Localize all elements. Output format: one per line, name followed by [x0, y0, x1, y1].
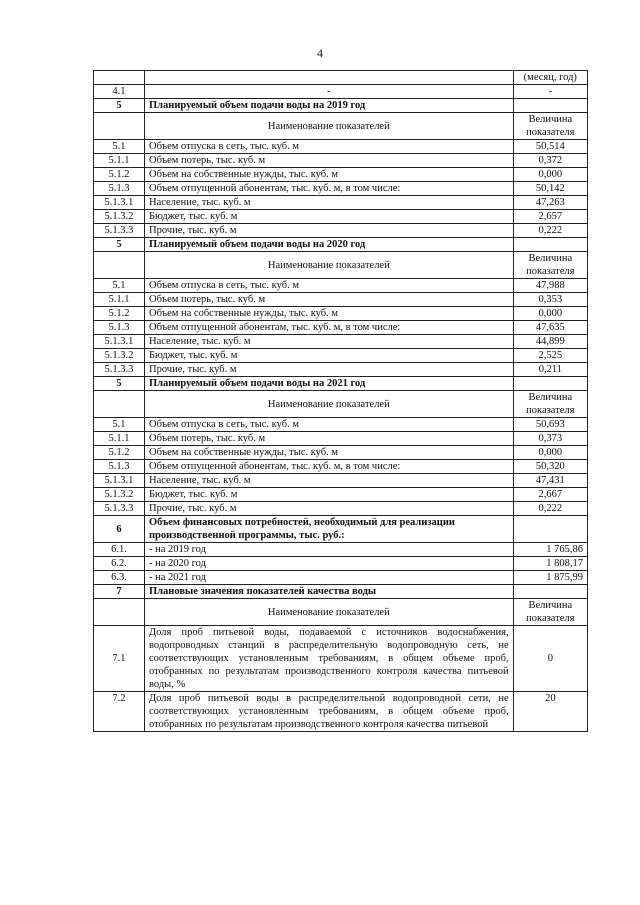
table-row	[94, 196, 588, 210]
column-header-value: Величина показателя	[513, 252, 587, 279]
row-value: 0,373	[513, 432, 587, 446]
cell-empty	[513, 585, 587, 599]
row-name: Бюджет, тыс. куб. м	[144, 488, 513, 502]
table-row	[94, 335, 588, 349]
row-name: Объем отпущенной абонентам, тыс. куб. м, в том числе:	[144, 321, 513, 335]
row-number: 5.1	[94, 140, 145, 154]
row-name: Население, тыс. куб. м	[144, 196, 513, 210]
row-number: 5.1.1	[94, 432, 145, 446]
production-program-table	[93, 70, 588, 732]
row-number: 5.1.1	[94, 154, 145, 168]
row-name: Объем отпущенной абонентам, тыс. куб. м, в том числе:	[144, 182, 513, 196]
table-row	[94, 293, 588, 307]
row-number: 5.1.2	[94, 307, 145, 321]
table-row	[94, 349, 588, 363]
row-name: Объем потерь, тыс. куб. м	[144, 293, 513, 307]
row-value: 0,372	[513, 154, 587, 168]
row-value: 1 765,86	[513, 543, 587, 557]
row-number: 5.1.3	[94, 460, 145, 474]
row-value: 1 875,99	[513, 571, 587, 585]
row-name: Объем потерь, тыс. куб. м	[144, 432, 513, 446]
row-name: Объем потерь, тыс. куб. м	[144, 154, 513, 168]
row-name: Прочие, тыс. куб. м	[144, 502, 513, 516]
section-title: Планируемый объем подачи воды на 2019 год	[144, 99, 513, 113]
section-number: 5	[94, 377, 145, 391]
cell-empty	[94, 599, 145, 626]
row-name: - на 2021 год	[144, 571, 513, 585]
cell-empty	[94, 252, 145, 279]
cell-empty	[513, 99, 587, 113]
row-number: 4.1	[94, 85, 145, 99]
row-value: 47,431	[513, 474, 587, 488]
row-number: 6.1.	[94, 543, 145, 557]
row-value: 0,222	[513, 224, 587, 238]
row-value: 50,320	[513, 460, 587, 474]
row-number: 6.3.	[94, 571, 145, 585]
row-value: 0,000	[513, 307, 587, 321]
row-name: - на 2020 год	[144, 557, 513, 571]
section-header-year	[94, 99, 588, 113]
row-name: Объем на собственные нужды, тыс. куб. м	[144, 307, 513, 321]
row-name: Объем на собственные нужды, тыс. куб. м	[144, 446, 513, 460]
table-row	[94, 432, 588, 446]
row-number: 5.1.2	[94, 446, 145, 460]
row-number: 5.1	[94, 418, 145, 432]
row-number: 5.1.3	[94, 321, 145, 335]
table-row	[94, 307, 588, 321]
row-value: 0,211	[513, 363, 587, 377]
section-title: Планируемый объем подачи воды на 2021 год	[144, 377, 513, 391]
table-row	[94, 460, 588, 474]
row-value: 47,635	[513, 321, 587, 335]
column-header-row	[94, 599, 588, 626]
table-row	[94, 488, 588, 502]
column-header-row	[94, 252, 588, 279]
row-name: - на 2019 год	[144, 543, 513, 557]
row-number: 5.1.3.1	[94, 474, 145, 488]
row-value: 1 808,17	[513, 557, 587, 571]
table-row	[94, 168, 588, 182]
row-name: Бюджет, тыс. куб. м	[144, 210, 513, 224]
section-title: Объем финансовых потребностей, необходимый для реализации производственной программы, тыс. руб.:	[144, 516, 513, 543]
row-number: 6.2.	[94, 557, 145, 571]
section-header-quality	[94, 585, 588, 599]
column-header-row	[94, 113, 588, 140]
table-row	[94, 182, 588, 196]
table-row-unit	[94, 71, 588, 85]
column-header-row	[94, 391, 588, 418]
column-header-value: Величина показателя	[513, 113, 587, 140]
cell-empty	[144, 71, 513, 85]
row-value: 50,693	[513, 418, 587, 432]
row-name: Доля проб питьевой воды, подаваемой с источников водоснабжения, водопроводных станций в распределительную водопроводную сеть, не соответствующих установленным требованиям, в общем объеме проб, отобранных по результатам производственного контроля качества питьевой воды, %	[144, 626, 513, 692]
row-name: Бюджет, тыс. куб. м	[144, 349, 513, 363]
section-header-year	[94, 238, 588, 252]
table-row	[94, 154, 588, 168]
section-number: 5	[94, 238, 145, 252]
column-header-name: Наименование показателей	[144, 113, 513, 140]
column-header-name: Наименование показателей	[144, 599, 513, 626]
table-row	[94, 224, 588, 238]
table-row	[94, 543, 588, 557]
row-number: 5.1.3.3	[94, 502, 145, 516]
row-number: 5.1.2	[94, 168, 145, 182]
table-row	[94, 321, 588, 335]
row-number: 5.1.3.2	[94, 210, 145, 224]
row-number: 7.2	[94, 692, 145, 732]
row-value: 0,353	[513, 293, 587, 307]
row-number: 5.1.3.1	[94, 196, 145, 210]
row-name: Объем отпуска в сеть, тыс. куб. м	[144, 279, 513, 293]
column-header-value: Величина показателя	[513, 391, 587, 418]
section-title: Плановые значения показателей качества воды	[144, 585, 513, 599]
row-value: 2,525	[513, 349, 587, 363]
row-value: 44,899	[513, 335, 587, 349]
row-number: 7.1	[94, 626, 145, 692]
cell-empty	[513, 516, 587, 543]
row-value: 47,988	[513, 279, 587, 293]
row-name: Население, тыс. куб. м	[144, 335, 513, 349]
row-name: Прочие, тыс. куб. м	[144, 224, 513, 238]
table-row	[94, 210, 588, 224]
unit-cell: (месяц, год)	[513, 71, 587, 85]
row-number: 5.1.1	[94, 293, 145, 307]
column-header-value: Величина показателя	[513, 599, 587, 626]
table-row	[94, 502, 588, 516]
row-value: 2,657	[513, 210, 587, 224]
row-value: 0,000	[513, 168, 587, 182]
row-number: 5.1.3.3	[94, 363, 145, 377]
table-row	[94, 474, 588, 488]
row-name: Прочие, тыс. куб. м	[144, 363, 513, 377]
row-number: 5.1.3.3	[94, 224, 145, 238]
table-row	[94, 557, 588, 571]
row-value: 0,000	[513, 446, 587, 460]
row-value: -	[513, 85, 587, 99]
row-name: Доля проб питьевой воды в распределительной водопроводной сети, не соответствующих установленным требованиям, в общем объеме проб, отобранных по результатам производственного контроля качества питьевой	[144, 692, 513, 732]
row-value: 0,222	[513, 502, 587, 516]
row-name: Объем на собственные нужды, тыс. куб. м	[144, 168, 513, 182]
section-number: 7	[94, 585, 145, 599]
column-header-name: Наименование показателей	[144, 391, 513, 418]
row-value: 50,142	[513, 182, 587, 196]
row-number: 5.1.3	[94, 182, 145, 196]
table-row-4-1	[94, 85, 588, 99]
table-row	[94, 418, 588, 432]
section-title: Планируемый объем подачи воды на 2020 год	[144, 238, 513, 252]
table-row	[94, 363, 588, 377]
section-number: 6	[94, 516, 145, 543]
row-name: -	[144, 85, 513, 99]
row-number: 5.1.3.2	[94, 488, 145, 502]
row-name: Объем отпущенной абонентам, тыс. куб. м, в том числе:	[144, 460, 513, 474]
cell-empty	[94, 391, 145, 418]
cell-empty	[94, 71, 145, 85]
row-value: 50,514	[513, 140, 587, 154]
page-number: 4	[317, 46, 323, 60]
row-name: Объем отпуска в сеть, тыс. куб. м	[144, 140, 513, 154]
row-value: 20	[513, 692, 587, 732]
row-value: 0	[513, 626, 587, 692]
table-row	[94, 626, 588, 692]
section-header-finance	[94, 516, 588, 543]
row-number: 5.1.3.1	[94, 335, 145, 349]
row-name: Объем отпуска в сеть, тыс. куб. м	[144, 418, 513, 432]
table-row	[94, 571, 588, 585]
section-number: 5	[94, 99, 145, 113]
cell-empty	[513, 377, 587, 391]
row-value: 2,667	[513, 488, 587, 502]
cell-empty	[94, 113, 145, 140]
section-header-year	[94, 377, 588, 391]
table-row	[94, 279, 588, 293]
row-value: 47,263	[513, 196, 587, 210]
table-row	[94, 446, 588, 460]
cell-empty	[513, 238, 587, 252]
column-header-name: Наименование показателей	[144, 252, 513, 279]
table-row	[94, 692, 588, 732]
table-row	[94, 140, 588, 154]
row-name: Население, тыс. куб. м	[144, 474, 513, 488]
row-number: 5.1.3.2	[94, 349, 145, 363]
row-number: 5.1	[94, 279, 145, 293]
